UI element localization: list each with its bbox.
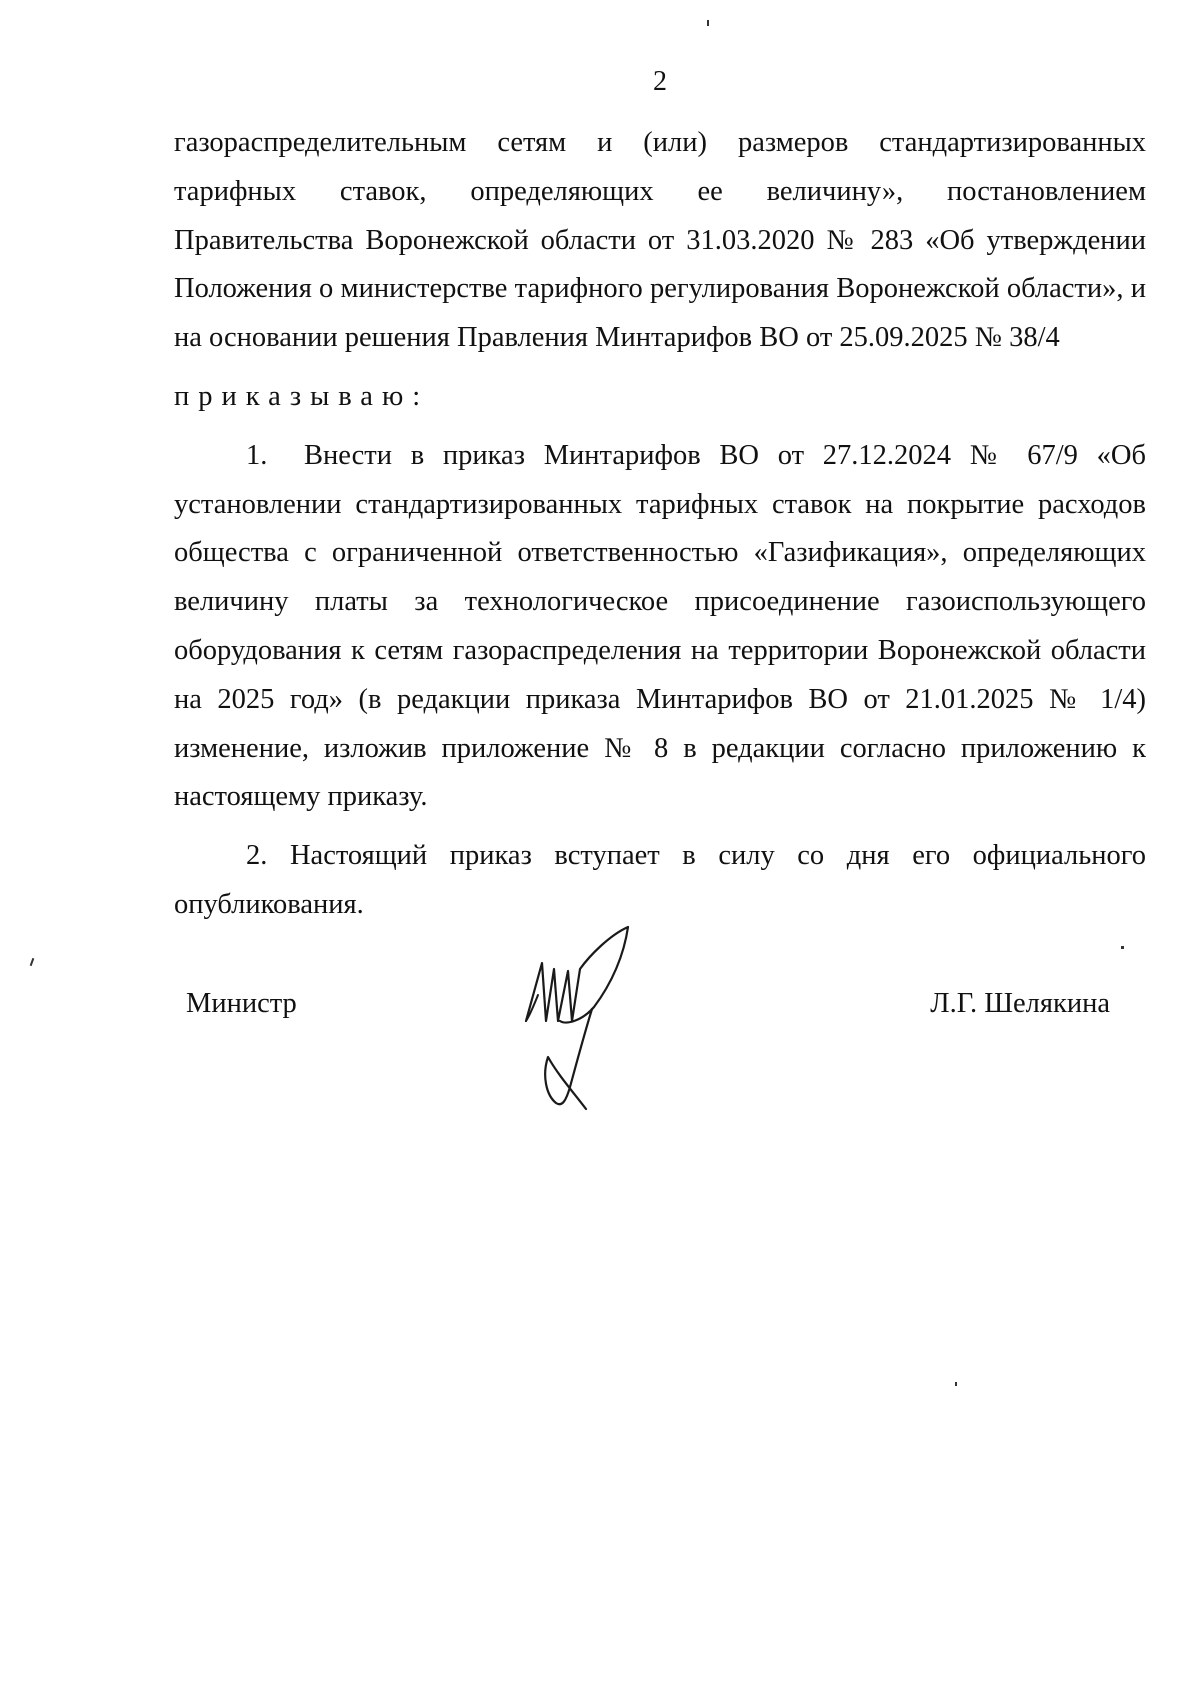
continuation-paragraph: газораспределительным сетям и (или) размеров стандартизированных тарифных ставок, определяющих ее величину», постановлением Правительства Воронежской области от 31.03.2020 № 283 «Об утверждении Положения о министерстве тарифного регулирования Воронежской области», и на основании решения Правления Минтарифов ВО от 25.09.2025 № 38/4: [174, 127, 1146, 354]
order-word: приказываю:: [174, 380, 430, 412]
document-body: [174, 119, 1146, 930]
page-number: 2: [653, 66, 667, 97]
scan-speck: [30, 958, 35, 966]
scan-speck: [707, 20, 709, 26]
signatory-position: Министр: [186, 988, 297, 1019]
item-1-number: 1.: [246, 439, 268, 471]
item-2-paragraph: 2. Настоящий приказ вступает в силу со дня его официального опубликования.: [174, 840, 1146, 920]
item-1-paragraph: [174, 432, 1146, 822]
item-1-text: Внести в приказ Минтарифов ВО от 27.12.2024 № 67/9 «Об установлении стандартизированных тарифных ставок на покрытие расходов общества с ограниченной ответственностью «Газификация», определяющих величину платы за технологическое присоединение газоиспользующего оборудования к сетям газораспределения на территории Воронежской области на 2025 год» (в редакции приказа Минтарифов ВО от 21.01.2025 № 1/4) изменение, изложив приложение № 8 в редакции согласно приложению к настоящему приказу.: [174, 439, 1146, 813]
handwritten-signature: [520, 925, 660, 1115]
scan-speck: [1121, 946, 1124, 949]
scan-speck: [955, 1382, 957, 1386]
signatory-name: Л.Г. Шелякина: [930, 988, 1110, 1019]
